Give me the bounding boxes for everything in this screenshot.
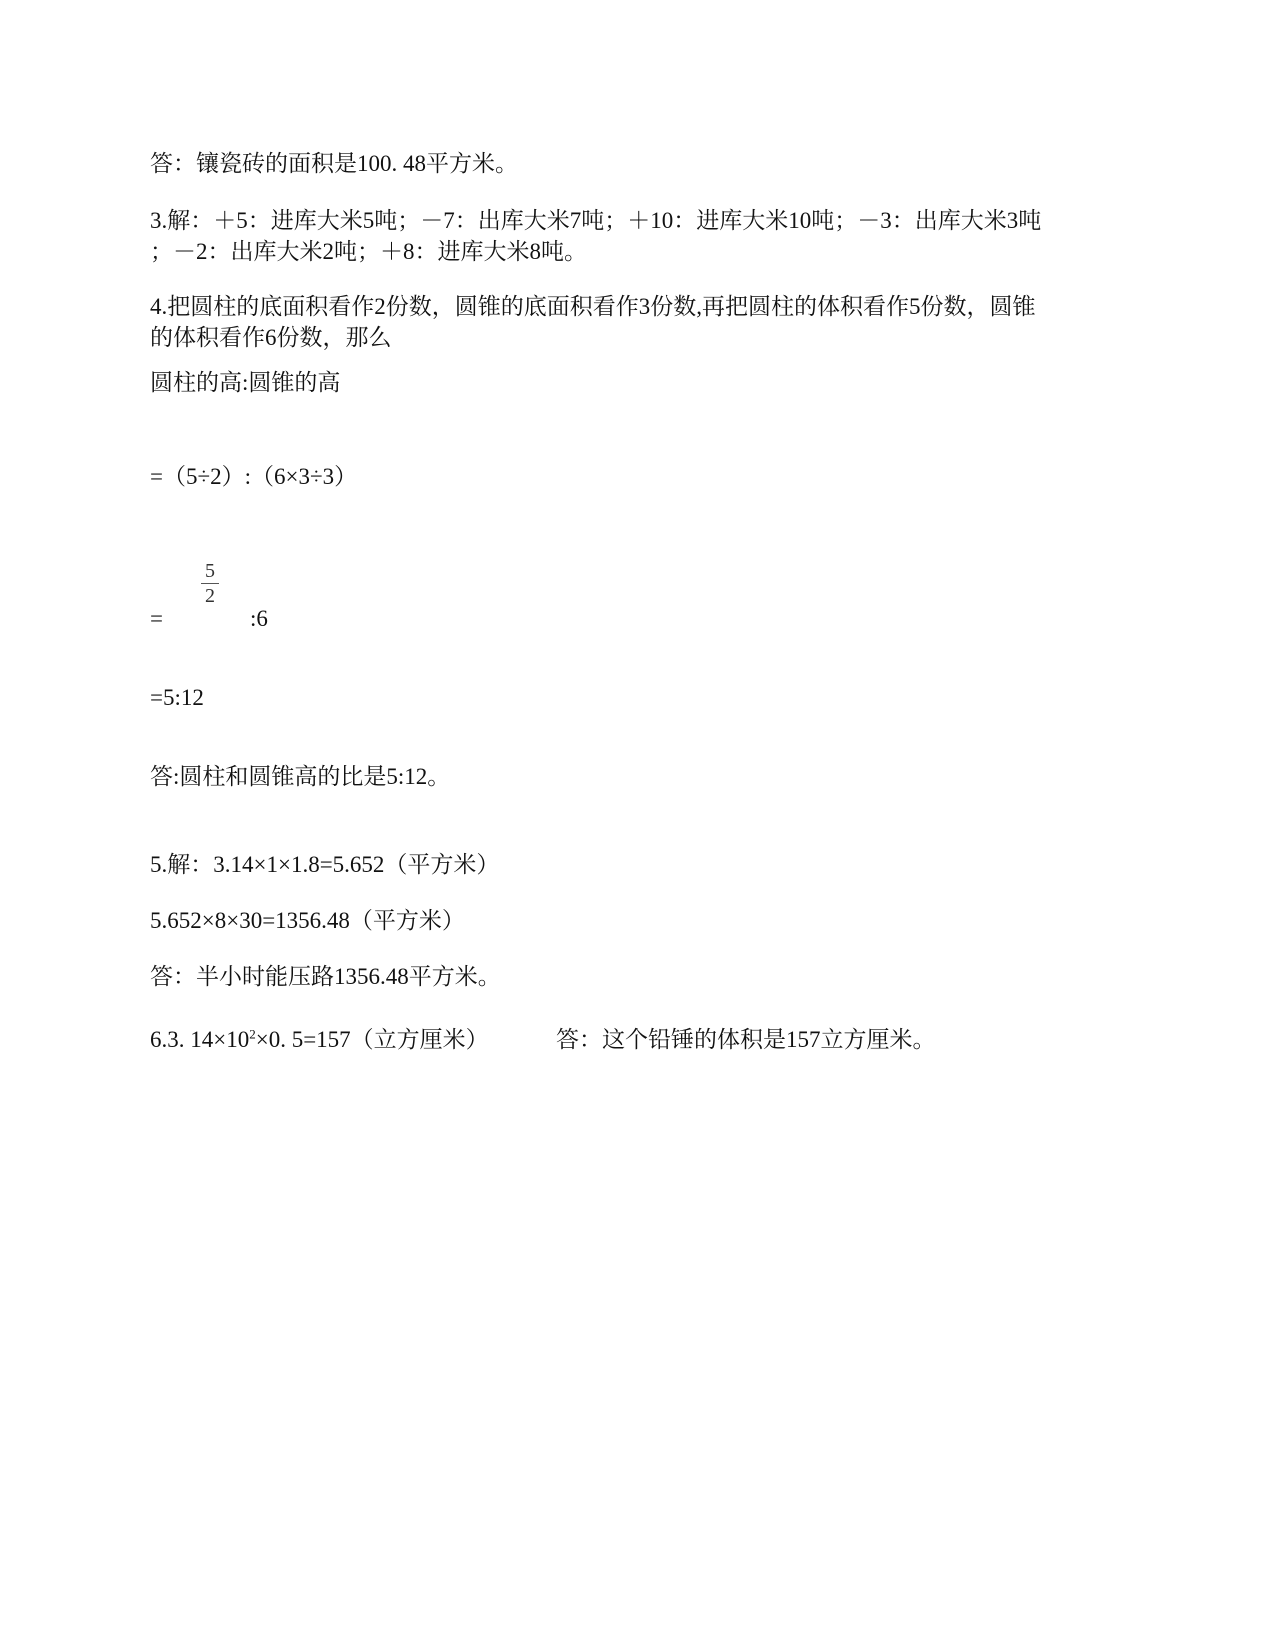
- fraction-numerator: 5: [205, 560, 215, 582]
- problem-4-line-1: 4.把圆柱的底面积看作2份数，圆锥的底面积看作3份数,再把圆柱的体积看作5份数，圆锥: [150, 294, 1036, 319]
- problem-6-formula: [150, 1025, 489, 1055]
- ratio-step-2-rest: :6: [250, 606, 268, 631]
- height-ratio-label: 圆柱的高:圆锥的高: [150, 370, 341, 395]
- ratio-step-1: =（5÷2）:（6×3÷3）: [150, 464, 358, 489]
- problem-3-line-2: ；－2：出库大米2吨；＋8：进库大米8吨。: [150, 239, 587, 264]
- problem-3-line-1: 3.解：＋5：进库大米5吨；－7：出库大米7吨；＋10：进库大米10吨；－3：出库大米3吨: [150, 208, 1042, 233]
- problem-5-line-1: 5.解：3.14×1×1.8=5.652（平方米）: [150, 852, 500, 877]
- problem-6-formula-post: ×0. 5=157（立方厘米）: [255, 1027, 489, 1052]
- fraction-five-halves: [201, 560, 219, 607]
- answer-tile-area: 答：镶瓷砖的面积是100. 48平方米。: [150, 151, 518, 176]
- problem-6-exponent: 2: [249, 1026, 256, 1042]
- problem-5-line-2: 5.652×8×30=1356.48（平方米）: [150, 908, 465, 933]
- fraction-bar: [201, 583, 219, 584]
- problem-6-formula-pre: 6.3. 14×10: [150, 1027, 250, 1052]
- ratio-step-3: =5:12: [150, 685, 204, 710]
- answer-road-area: 答：半小时能压路1356.48平方米。: [150, 964, 501, 989]
- answer-plumb-volume: 答：这个铅锤的体积是157立方厘米。: [556, 1027, 936, 1052]
- answer-height-ratio: 答:圆柱和圆锥高的比是5:12。: [150, 764, 451, 789]
- ratio-step-2-equals: =: [150, 606, 163, 631]
- fraction-denominator: 2: [205, 585, 215, 607]
- problem-4-line-2: 的体积看作6份数，那么: [150, 325, 392, 350]
